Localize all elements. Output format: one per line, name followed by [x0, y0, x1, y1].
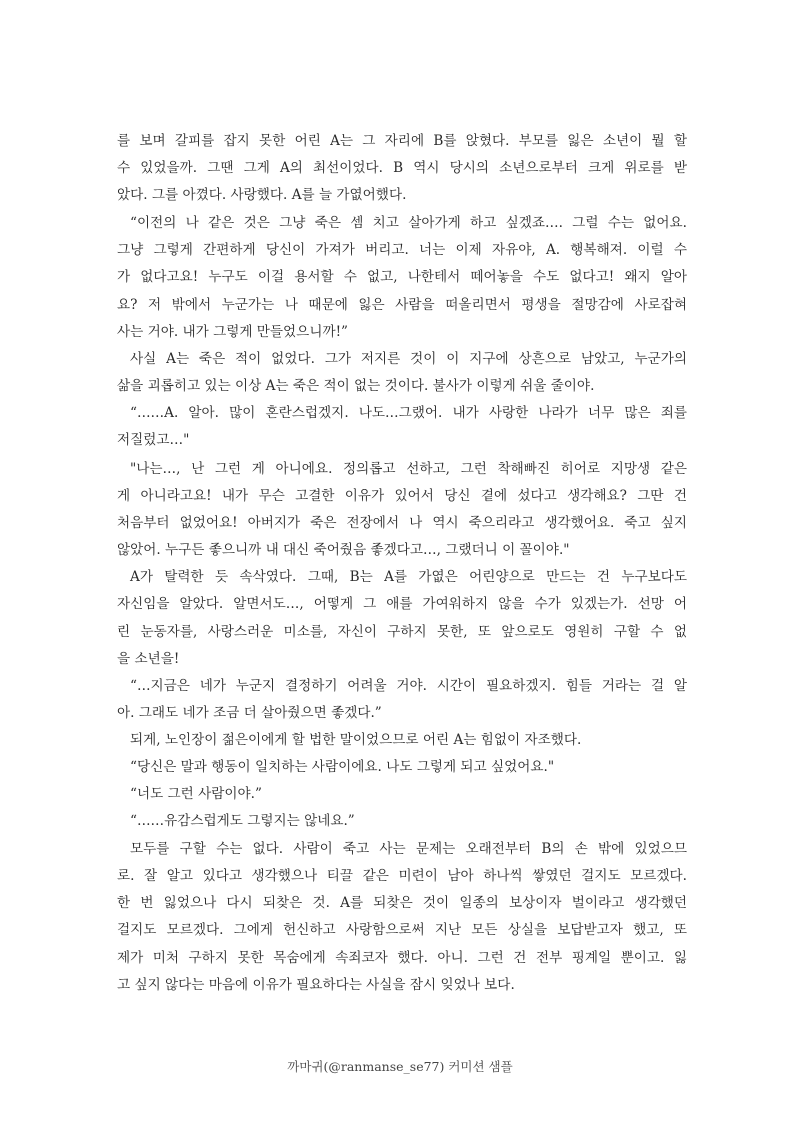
text-line: 수 있었을까. 그땐 그게 A의 최선이었다. B 역시 당시의 소년으로부터 크게 위로를 받 [117, 160, 687, 176]
text-line: 자신임을 알았다. 알면서도…, 어떻게 그 애를 가여워하지 않을 수가 있겠는가. 선망 어 [117, 596, 687, 612]
text-line: 제가 미처 구하지 못한 목숨에게 속죄코자 했다. 아니. 그런 건 전부 핑계일 뿐이고. 잃 [117, 950, 687, 966]
text-line: 로. 잘 알고 있다고 생각했으나 티끌 같은 미련이 남아 하나씩 쌓였던 걸지도 모르겠다. [117, 868, 687, 884]
text-line: “……유감스럽게도 그렇지는 않네요.” [130, 813, 355, 829]
text-line: “너도 그런 사람이야.” [130, 786, 262, 802]
text-line: "나는…, 난 그런 게 아니에요. 정의롭고 선하고, 그런 착해빠진 히어로 지망생 같은 [130, 461, 687, 477]
text-line: 게 아니라고요! 내가 무슨 고결한 이유가 있어서 당신 곁에 섰다고 생각해요? 그딴 건 [117, 488, 687, 504]
text-line: 저질렀고…" [117, 432, 190, 448]
text-line: 린 눈동자를, 사랑스러운 미소를, 자신이 구하지 못한, 또 앞으로도 영원히 구할 수 없 [117, 624, 687, 640]
text-line: 을 소년을! [117, 651, 180, 667]
text-line: 요? 저 밖에서 누군가는 나 때문에 잃은 사람을 떠올리면서 평생을 절망감에 사로잡혀 [117, 297, 687, 313]
text-line: 삶을 괴롭히고 있는 이상 A는 죽은 적이 없는 것이다. 불사가 이렇게 쉬울 줄이야. [117, 378, 595, 394]
text-line: “…지금은 네가 누군지 결정하기 어려울 거야. 시간이 필요하겠지. 힘들 거라는 걸 알 [130, 678, 687, 694]
text-line: 를 보며 갈피를 잡지 못한 어린 A는 그 자리에 B를 앉혔다. 부모를 잃은 소년이 뭘 할 [117, 133, 687, 149]
text-line: 사는 거야. 내가 그렇게 만들었으니까!” [117, 324, 348, 340]
text-line: 되게, 노인장이 젊은이에게 할 법한 말이었으므로 어린 A는 힘없이 자조했다. [130, 732, 582, 748]
text-line: A가 탈력한 듯 속삭였다. 그때, B는 A를 가엾은 어린양으로 만드는 건 누구보다도 [130, 569, 687, 585]
text-line: 사실 A는 죽은 적이 없었다. 그가 저지른 것이 이 지구에 상흔으로 남았고, 누군가의 [130, 351, 687, 367]
text-line: 모두를 구할 수는 없다. 사람이 죽고 사는 문제는 오래전부터 B의 손 밖에 있었으므 [130, 841, 687, 857]
text-line: 았다. 그를 아꼈다. 사랑했다. A를 늘 가엾어했다. [117, 187, 407, 203]
text-line: 한 번 잃었으나 다시 되찾은 것. A를 되찾은 것이 일종의 보상이자 벌이라고 생각했던 [117, 895, 687, 911]
text-line: 고 싶지 않다는 마음에 이유가 필요하다는 사실을 잠시 잊었나 보다. [117, 977, 515, 993]
text-line: 처음부터 없었어요! 아버지가 죽은 전장에서 나 역시 죽으리라고 생각했어요. 죽고 싶지 [117, 515, 687, 531]
text-line: “이전의 나 같은 것은 그냥 죽은 셈 치고 살아가게 하고 싶겠죠…. 그럴 수는 없어요. [130, 215, 687, 231]
text-line: 않았어. 누구든 좋으니까 내 대신 죽어줬음 좋겠다고…, 그랬더니 이 꼴이야." [117, 542, 570, 558]
text-line: 아. 그래도 네가 조금 더 살아줬으면 좋겠다.” [117, 705, 382, 721]
text-line: “당신은 말과 행동이 일치하는 사람이에요. 나도 그렇게 되고 싶었어요." [130, 759, 555, 775]
footer-credit: 까마귀(@ranmanse_se77) 커미션 샘플 [287, 1059, 513, 1074]
text-line: 걸지도 모르겠다. 그에게 헌신하고 사랑함으로써 지난 모든 상실을 보답받고자 했고, 또 [117, 922, 687, 938]
text-line: “……A. 알아. 많이 혼란스럽겠지. 나도…그랬어. 내가 사랑한 나라가 너무 많은 죄를 [130, 405, 687, 421]
text-line: 그냥 그렇게 간편하게 당신이 가져가 버리고. 너는 이제 자유야, A. 행복해져. 이럴 수 [117, 242, 687, 258]
text-line: 가 없다고요! 누구도 이걸 용서할 수 없고, 나한테서 떼어놓을 수도 없다고! 왜지 알아 [117, 269, 687, 285]
